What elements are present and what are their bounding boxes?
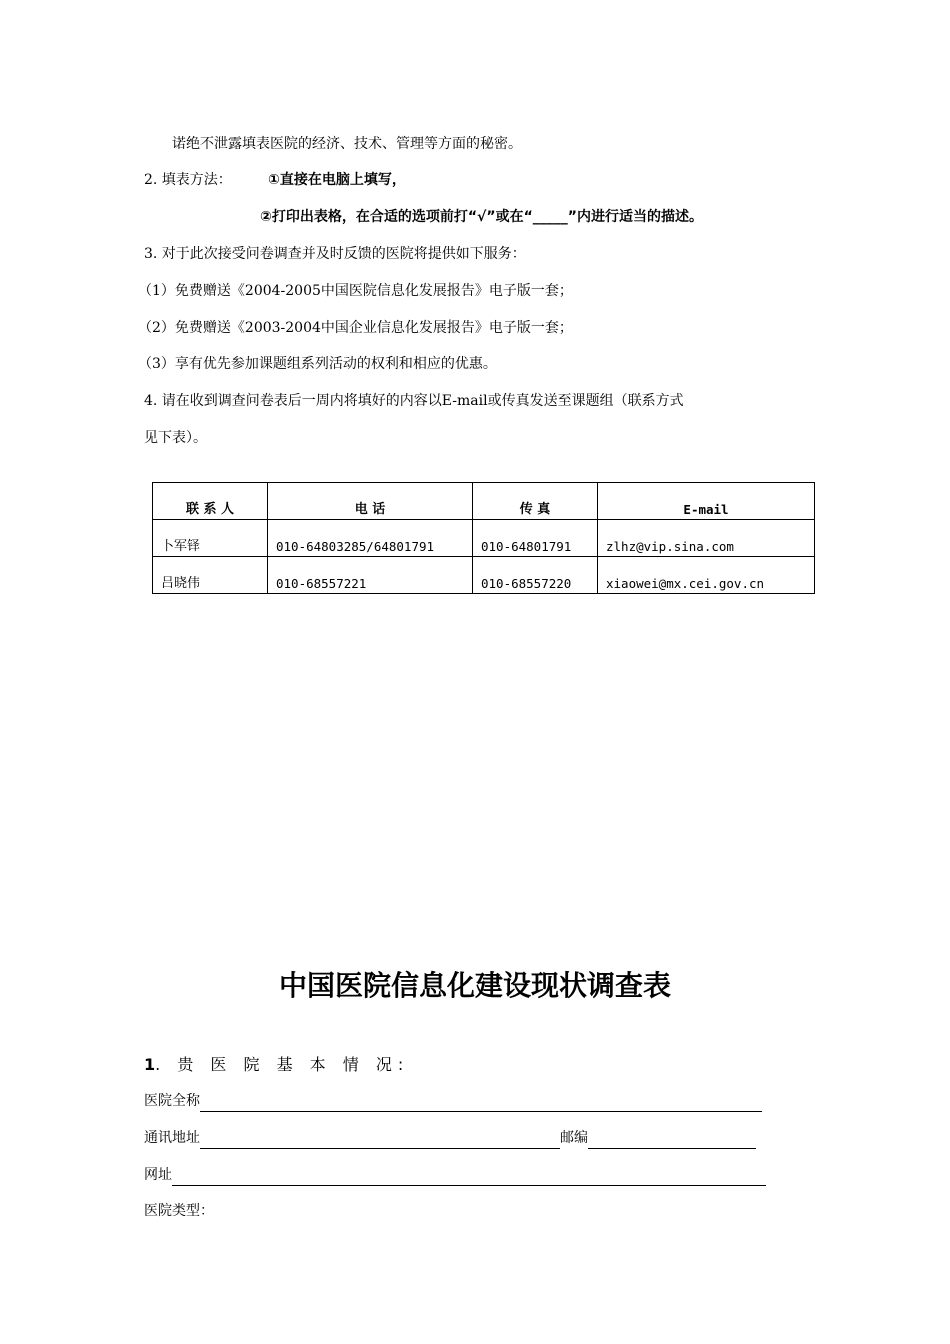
service-item-3: （3）享有优先参加课题组系列活动的权利和相应的优惠。 [138, 356, 497, 372]
postcode-input[interactable] [588, 1130, 756, 1149]
website-label: 网址 [144, 1167, 172, 1183]
header-fax: 传 真 [473, 483, 598, 520]
contact-email[interactable]: xiaowei@mx.cei.gov.cn [598, 557, 815, 594]
paragraph-services-intro: 3. 对于此次接受问卷调查并及时反馈的医院将提供如下服务： [144, 246, 526, 262]
table-row [153, 520, 815, 557]
paragraph-submit-line2: 见下表）。 [144, 430, 207, 446]
paragraph-fill-method-label: 2. 填表方法： [144, 172, 232, 188]
survey-title: 中国医院信息化建设现状调查表 [278, 969, 671, 1002]
hospital-type-field [144, 1200, 214, 1222]
hospital-full-name-input[interactable] [200, 1093, 762, 1112]
address-label: 通讯地址 [144, 1130, 200, 1146]
contact-phone: 010-64803285/64801791 [268, 520, 473, 557]
fill-method-option-2: ②打印出表格，在合适的选项前打“√”或在“_____”内进行适当的描述。 [260, 209, 703, 225]
header-contact-person: 联 系 人 [153, 483, 268, 520]
paragraph-confidentiality: 诺绝不泄露填表医院的经济、技术、管理等方面的秘密。 [172, 136, 522, 152]
contact-phone: 010-68557221 [268, 557, 473, 594]
paragraph-submit-line1: 4. 请在收到调查问卷表后一周内将填好的内容以E-mail或传真发送至课题组（联系方式 [144, 393, 684, 409]
header-email: E-mail [598, 483, 815, 520]
section-heading [144, 1052, 409, 1075]
contact-name: 卜军铎 [153, 520, 268, 557]
hospital-type-label: 医院类型： [144, 1203, 214, 1219]
contacts-table [152, 482, 815, 594]
address-input[interactable] [200, 1130, 560, 1149]
website-input[interactable] [172, 1167, 766, 1186]
contact-fax: 010-64801791 [473, 520, 598, 557]
contact-fax: 010-68557220 [473, 557, 598, 594]
table-header-row [153, 483, 815, 520]
header-phone: 电 话 [268, 483, 473, 520]
postcode-label: 邮编 [560, 1130, 588, 1146]
section-title: . 贵 医 院 基 本 情 况: [155, 1055, 410, 1074]
service-item-2: （2）免费赠送《2003-2004中国企业信息化发展报告》电子版一套； [138, 320, 573, 336]
contact-name: 吕晓伟 [153, 557, 268, 594]
service-item-1: （1）免费赠送《2004-2005中国医院信息化发展报告》电子版一套； [138, 283, 573, 299]
hospital-full-name-label: 医院全称 [144, 1093, 200, 1109]
address-field [144, 1127, 756, 1149]
table-row [153, 557, 815, 594]
contact-email[interactable]: zlhz@vip.sina.com [598, 520, 815, 557]
website-field [144, 1164, 766, 1186]
fill-method-option-1: ①直接在电脑上填写， [268, 172, 406, 188]
section-number: 1 [144, 1055, 156, 1074]
hospital-full-name-field [144, 1090, 762, 1112]
